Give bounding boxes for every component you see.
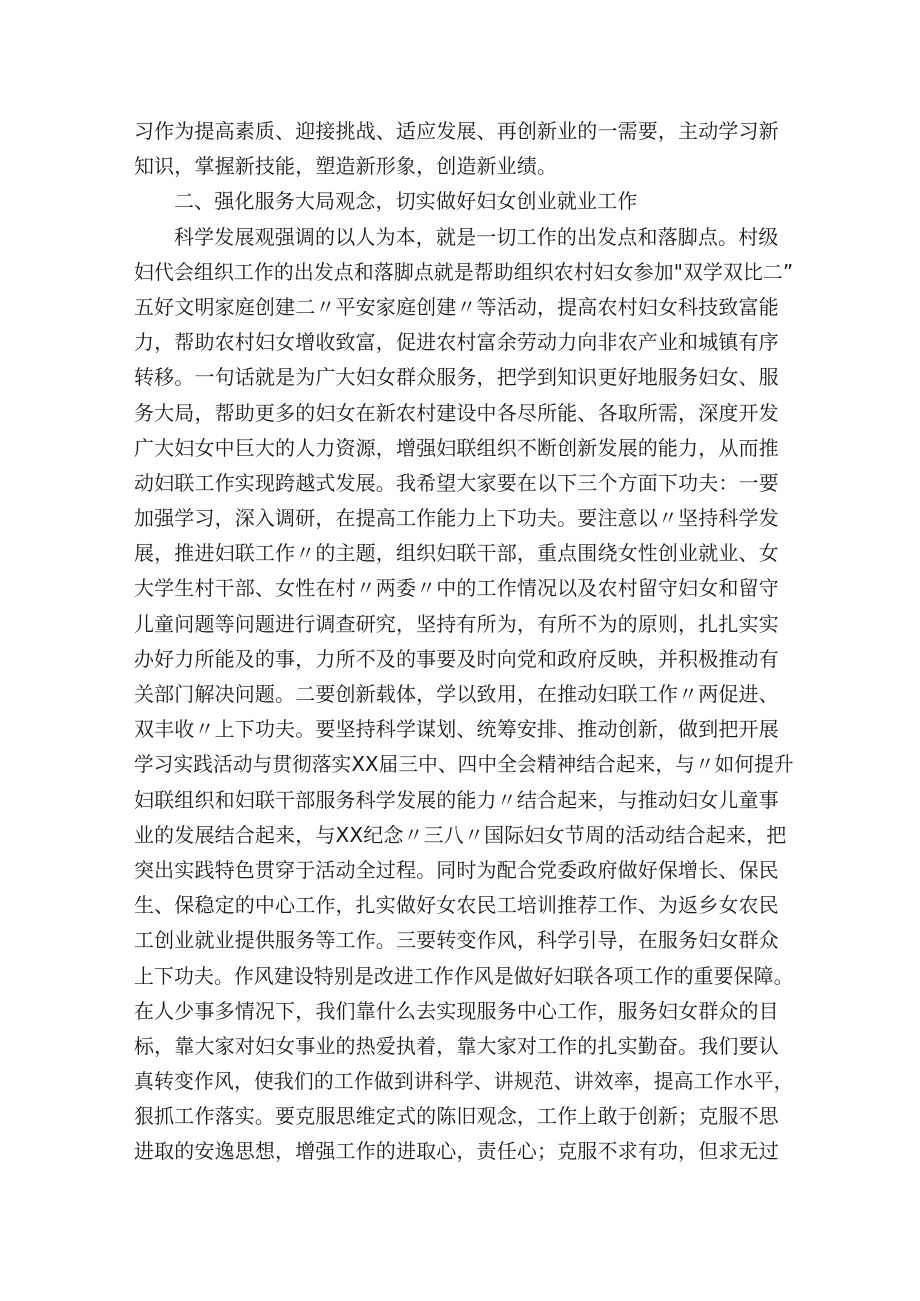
text-line: 加强学习，深入调研，在提高工作能力上下功夫。要注意以〃坚持科学发 xyxy=(134,506,779,531)
text-line: 务大局，帮助更多的妇女在新农村建设中各尽所能、各取所需，深度开发 xyxy=(134,400,779,425)
text-line: 狠抓工作落实。要克服思维定式的陈旧观念，工作上敢于创新；克服不思 xyxy=(134,1104,779,1129)
text-line: 在人少事多情况下，我们靠什么去实现服务中心工作，服务妇女群众的目 xyxy=(134,998,779,1023)
text-line: 上下功夫。作风建设特别是改进工作作风是做好妇联各项工作的重要保障。 xyxy=(134,963,794,988)
text-line: 进取的安逸思想，增强工作的进取心，责任心；克服不求有功，但求无过 xyxy=(134,1139,779,1164)
text-line: 知识，掌握新技能，塑造新形象，创造新业绩。 xyxy=(134,154,558,179)
paragraph-first-line: 二、强化服务大局观念，切实做好妇女创业就业工作 xyxy=(174,189,638,214)
text-line: 广大妇女中巨大的人力资源，增强妇联组织不断创新发展的能力，从而推 xyxy=(134,435,779,460)
text-line: 动妇联工作实现跨越式发展。我希望大家要在以下三个方面下功夫：一要 xyxy=(134,470,779,495)
text-line: 业的发展结合起来，与XX纪念〃三八〃国际妇女节周的活动结合起来，把 xyxy=(134,822,787,847)
text-line: 妇代会组织工作的出发点和落脚点就是帮助组织农村妇女参加"双学双比二” xyxy=(134,259,794,284)
text-line: 儿童问题等问题进行调查研究，坚持有所为，有所不为的原则，扎扎实实 xyxy=(134,611,779,636)
text-line: 双丰收〃上下功夫。要坚持科学谋划、统筹安排、推动创新，做到把开展 xyxy=(134,717,779,742)
text-line: 关部门解决问题。二要创新载体，学以致用，在推动妇联工作〃两促进、 xyxy=(134,682,779,706)
text-line: 展，推进妇联工作〃的主题，组织妇联干部，重点围绕女性创业就业、女 xyxy=(134,541,779,566)
document-body-text xyxy=(134,114,794,1170)
text-line: 办好力所能及的事，力所不及的事要及时向党和政府反映，并积极推动有 xyxy=(134,646,779,671)
text-line: 工创业就业提供服务等工作。三要转变作风，科学引导，在服务妇女群众 xyxy=(134,928,779,953)
text-line: 转移。一句话就是为广大妇女群众服务，把学到知识更好地服务妇女、服 xyxy=(134,365,779,390)
text-line: 大学生村干部、女性在村〃两委〃中的工作情况以及农村留守妇女和留守 xyxy=(134,576,779,601)
text-line: 突出实践特色贯穿于活动全过程。同时为配合党委政府做好保增长、保民 xyxy=(134,857,779,882)
text-line: 生、保稳定的中心工作，扎实做好女农民工培训推荐工作、为返乡女农民 xyxy=(134,893,779,918)
text-line: 五好文明家庭创建二〃平安家庭创建〃等活动，提高农村妇女科技致富能 xyxy=(134,294,779,319)
text-line: 习作为提高素质、迎接挑战、适应发展、再创新业的一需要，主动学习新 xyxy=(134,119,779,143)
text-line: 学习实践活动与贯彻落实XX届三中、四中全会精神结合起来，与〃如何提升 xyxy=(134,752,794,777)
text-line: 力，帮助农村妇女增收致富，促进农村富余劳动力向非农产业和城镇有序 xyxy=(134,330,779,355)
paragraph-first-line: 科学发展观强调的以人为本，就是一切工作的出发点和落脚点。村级 xyxy=(174,224,779,249)
text-line: 标，靠大家对妇女事业的热爱执着，靠大家对工作的扎实勤奋。我们要认 xyxy=(134,1033,779,1058)
text-line: 妇联组织和妇联干部服务科学发展的能力〃结合起来，与推动妇女儿童事 xyxy=(134,787,779,812)
text-line: 真转变作风，使我们的工作做到讲科学、讲规范、讲效率，提高工作水平， xyxy=(134,1069,794,1094)
